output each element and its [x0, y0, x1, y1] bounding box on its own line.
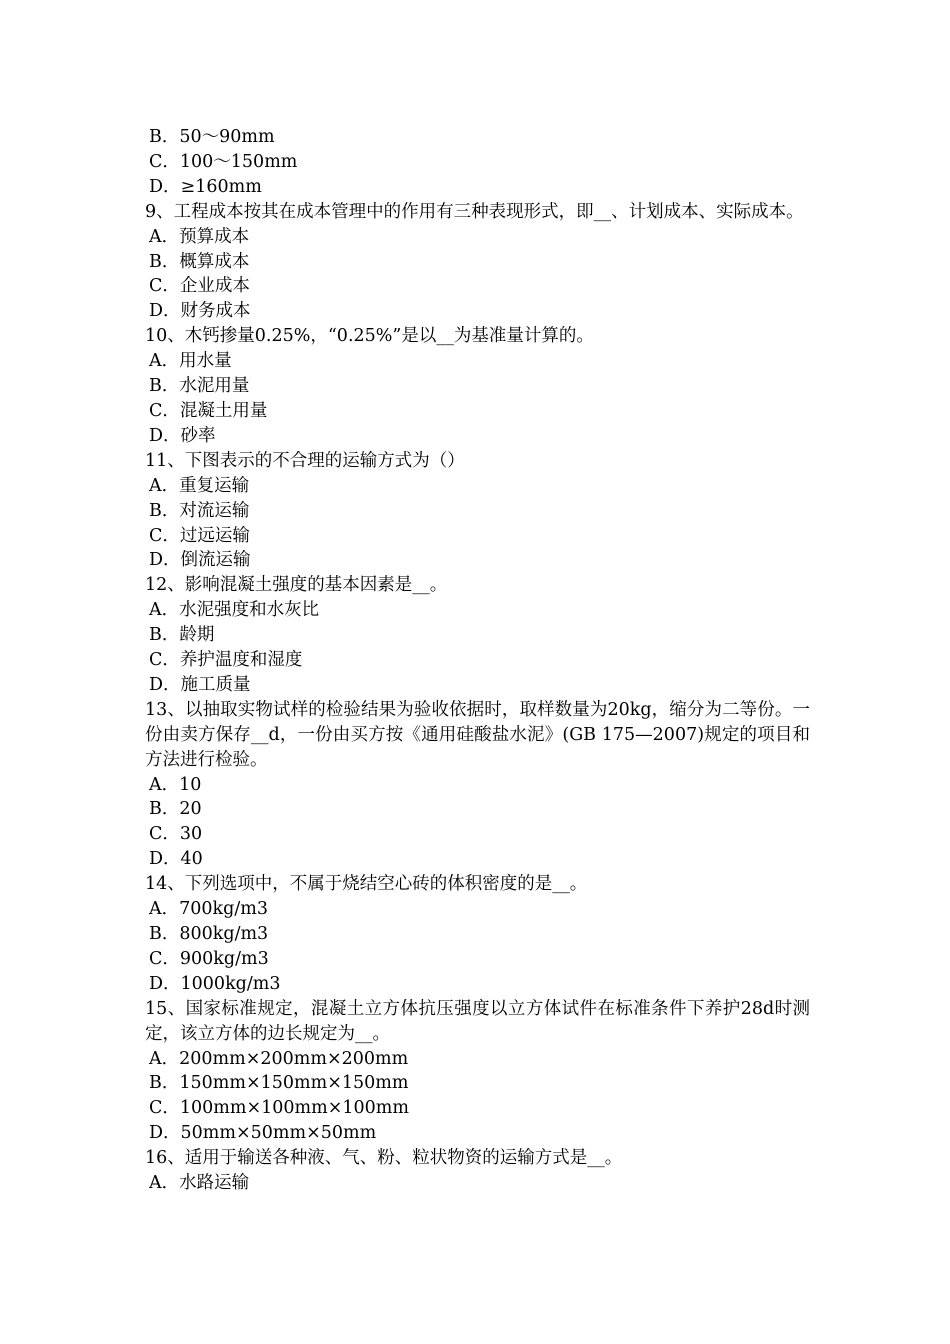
option-a: A．700kg/m3: [149, 899, 268, 920]
option-b: B．800kg/m3: [149, 924, 269, 944]
option-b: B．150mm×150mm×150mm: [149, 1073, 409, 1094]
question-9: 9、工程成本按其在成本管理中的作用有三种表现形式，即__、计划成本、实际成本。: [145, 201, 804, 222]
option-a: A．预算成本: [149, 226, 250, 247]
option-d: D．40: [149, 849, 203, 870]
option-c: C．过远运输: [149, 525, 250, 546]
question-16: 16、适用于输送各种液、气、粉、粒状物资的运输方式是__。: [145, 1148, 623, 1169]
option-a: A．200mm×200mm×200mm: [149, 1048, 409, 1069]
option-c: C．混凝土用量: [149, 400, 268, 421]
option-a: A．水路运输: [149, 1173, 250, 1194]
question-15: 15、国家标准规定，混凝土立方体抗压强度以立方体试件在标准条件下养护28d时测定，该立方体的边长规定为__。: [145, 998, 810, 1044]
option-d: D．施工质量: [149, 674, 251, 695]
document-body: [145, 125, 810, 1196]
option-a: A．用水量: [149, 351, 232, 372]
option-c: C．900kg/m3: [149, 948, 269, 969]
option-d: D．倒流运输: [149, 550, 251, 571]
question-14: 14、下列选项中，不属于烧结空心砖的体积密度的是__。: [145, 874, 588, 895]
question-13: 13、以抽取实物试样的检验结果为验收依据时，取样数量为20kg，缩分为二等份。一份由卖方保存__d，一份由买方按《通用硅酸盐水泥》(GB 175—2007)规定的项目和方法进行检验。: [145, 699, 810, 770]
option-c: C．30: [149, 824, 203, 845]
option-d: D．财务成本: [149, 301, 251, 322]
option-a: A．10: [149, 774, 202, 795]
option-b: B．对流运输: [149, 500, 250, 521]
option-a: A．水泥强度和水灰比: [149, 600, 320, 621]
option-c: C．100mm×100mm×100mm: [149, 1098, 409, 1119]
option-d: D．1000kg/m3: [149, 973, 281, 994]
option-b: B．龄期: [149, 625, 215, 646]
option-d: D．50mm×50mm×50mm: [149, 1123, 377, 1144]
question-10: 10、木钙掺量0.25%，“0.25%”是以__为基准量计算的。: [145, 326, 594, 347]
option-b: B．20: [149, 799, 202, 820]
question-12: 12、影响混凝土强度的基本因素是__。: [145, 575, 448, 596]
question-11: 11、下图表示的不合理的运输方式为（）: [145, 450, 465, 471]
option-a: A．重复运输: [149, 475, 250, 496]
option-c: C．100～150mm: [149, 151, 298, 172]
option-b: B．水泥用量: [149, 376, 250, 397]
option-c: C．企业成本: [149, 276, 250, 297]
option-b: B．50～90mm: [149, 127, 275, 147]
option-d: D．≥160mm: [149, 176, 262, 197]
option-d: D．砂率: [149, 425, 216, 446]
option-b: B．概算成本: [149, 251, 250, 272]
option-c: C．养护温度和湿度: [149, 650, 303, 671]
